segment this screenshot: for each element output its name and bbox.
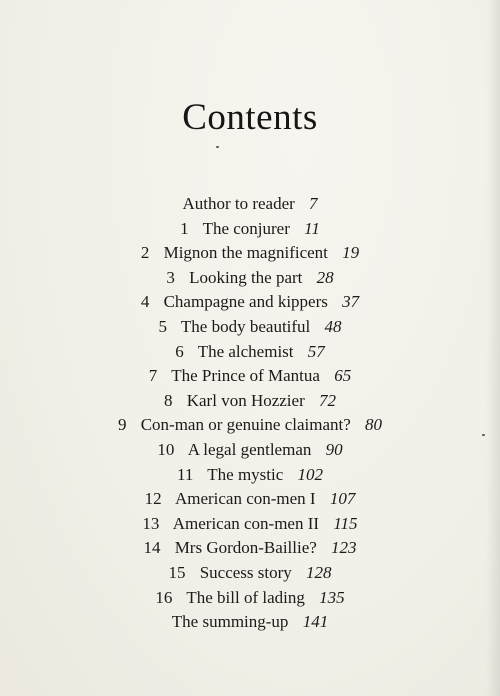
toc-entry-page: 115 [333,513,358,533]
toc-entry-title: Mignon the magnificent [163,243,328,263]
toc-entry-number: 16 [155,587,173,607]
toc-entry-title: The body beautiful [180,316,311,336]
toc-entry-page: 19 [342,243,360,263]
toc-entry-10 [40,438,460,463]
toc-entry-title: American con-men I [174,489,316,509]
toc-entry-title: American con-men II [172,513,320,533]
toc-entry-number: 10 [157,439,175,459]
toc-entry-number: 4 [140,292,150,312]
toc-entry-number: 7 [148,366,158,386]
toc-entry-6 [40,340,460,365]
toc-entry-7 [40,364,460,389]
toc-entry-12 [40,487,460,512]
toc-entry-number: 6 [175,341,184,361]
toc-entry-page: 48 [324,316,342,336]
toc-entry-page: 90 [325,439,343,459]
toc-entry-title: The mystic [207,464,284,484]
toc-entry-page: 128 [306,562,332,582]
toc-entry-title: Karl von Hozzier [186,390,305,410]
toc-entry-number: 14 [143,538,161,558]
print-speck [216,146,219,148]
toc-entry-title: The summing-up [171,612,289,632]
toc-entry-title: The Prince of Mantua [171,366,320,386]
toc-entry-15 [40,561,460,586]
table-of-contents [40,192,460,635]
toc-entry-title: Mrs Gordon-Baillie? [174,538,317,558]
toc-entry-page: 102 [297,464,324,484]
toc-entry-page: 107 [329,489,356,509]
toc-entry-title: Con-man or genuine claimant? [140,415,351,435]
toc-entry-page: 37 [342,292,360,312]
toc-entry-title: A legal gentleman [187,439,312,459]
toc-entry-number: 3 [166,267,175,287]
toc-entry-title: Looking the part [189,267,303,287]
toc-entry-title: Success story [199,562,292,582]
toc-entry-page: 7 [309,194,318,213]
toc-entry-5 [40,315,460,340]
toc-entry-number: 8 [163,390,173,410]
toc-entry-1 [40,217,460,242]
toc-entry-8 [40,389,460,414]
toc-entry-page: 28 [316,267,334,287]
toc-entry-page: 135 [319,587,345,607]
toc-entry-16 [40,586,460,611]
toc-entry-number: 5 [158,316,167,336]
toc-entry-number: 9 [117,415,127,435]
toc-entry-13 [40,512,460,537]
toc-entry-number: 15 [168,562,186,582]
toc-entry-3 [40,266,460,291]
toc-entry-number: 11 [176,464,194,484]
toc-entry-page: 141 [302,612,329,632]
toc-entry-summing-up [40,610,460,635]
toc-entry-14 [40,536,460,561]
toc-entry-page: 65 [334,366,352,386]
toc-entry-page: 123 [331,538,357,558]
toc-entry-page: 57 [307,341,325,361]
toc-entry-number: 12 [144,489,162,509]
toc-entry-number: 2 [140,243,150,263]
print-speck [482,434,485,436]
toc-entry-title: The bill of lading [186,587,305,607]
toc-entry-2 [40,241,460,266]
toc-entry-page: 72 [319,390,336,410]
toc-entry-title: The alchemist [197,341,294,361]
toc-entry-number: 1 [180,218,189,238]
toc-entry-title: Champagne and kippers [163,292,328,312]
toc-entry-4 [40,290,460,315]
toc-entry-number: 13 [142,513,160,533]
toc-entry-title: Author to reader [182,194,295,213]
toc-entry-9 [40,413,460,438]
toc-entry-11 [40,463,460,488]
toc-entry-page: 11 [304,218,320,238]
toc-entry-title: The conjurer [202,218,290,238]
toc-entry-author-to-reader [40,192,460,217]
page-title: Contents [182,97,318,138]
toc-entry-page: 80 [365,415,383,435]
